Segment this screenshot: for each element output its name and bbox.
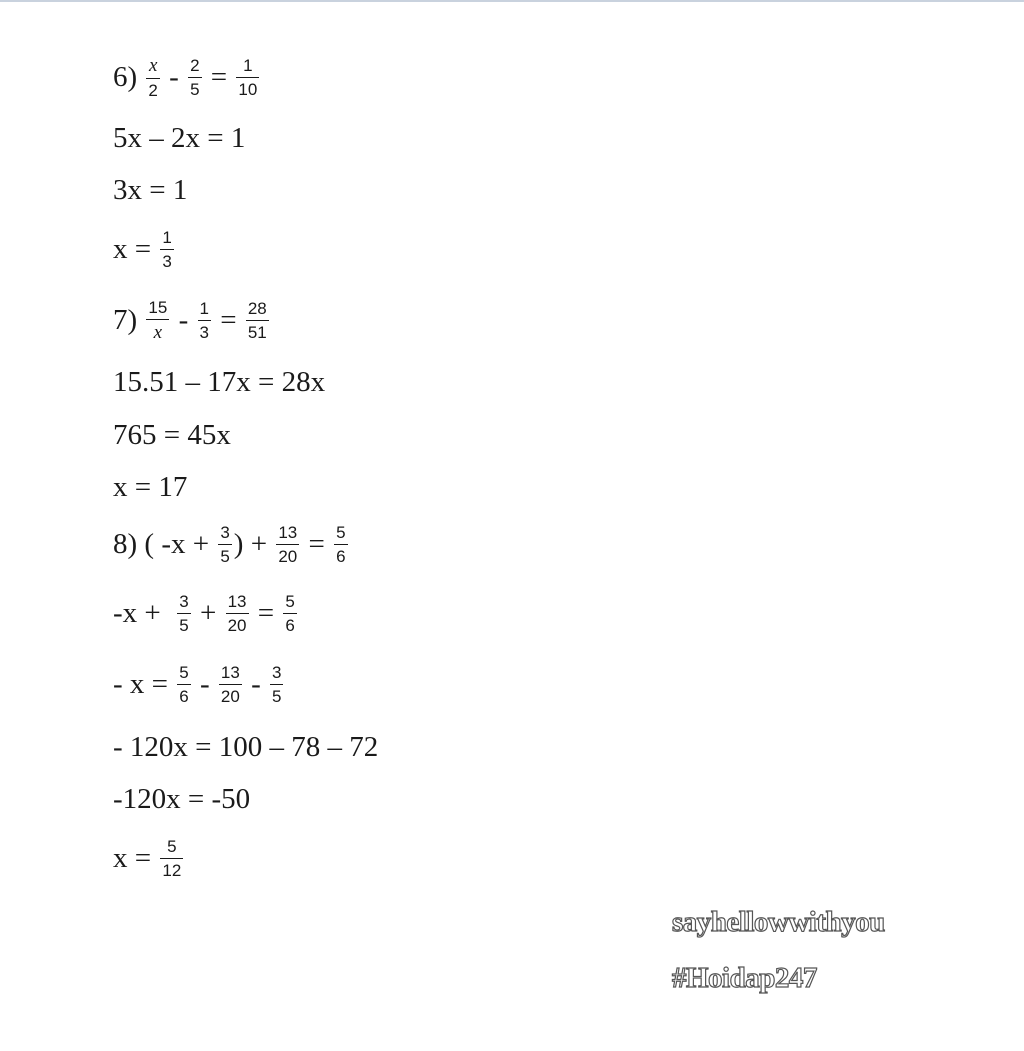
fraction-numerator: 13 bbox=[227, 592, 247, 611]
fraction-denominator: 51 bbox=[247, 323, 267, 342]
fraction-numerator: x bbox=[148, 55, 158, 76]
equation-line bbox=[113, 473, 187, 502]
equation-text: 15.51 – 17x = 28x bbox=[113, 366, 326, 398]
fraction bbox=[226, 593, 249, 634]
equation-line bbox=[113, 176, 187, 205]
equation-line bbox=[113, 368, 325, 397]
fraction-denominator: 6 bbox=[285, 616, 295, 635]
fraction-numerator: 3 bbox=[272, 663, 282, 682]
equation-text: -120x = -50 bbox=[113, 783, 251, 815]
fraction bbox=[160, 838, 183, 879]
fraction bbox=[219, 664, 242, 705]
fraction-numerator: 15 bbox=[148, 298, 168, 317]
equation-text: = bbox=[250, 597, 282, 629]
equation-line bbox=[113, 421, 231, 450]
equation-line bbox=[113, 785, 250, 814]
fraction bbox=[246, 300, 269, 341]
fraction-denominator: 6 bbox=[336, 547, 346, 566]
fraction bbox=[276, 524, 299, 565]
fraction-denominator: 20 bbox=[278, 547, 298, 566]
fraction-numerator: 3 bbox=[220, 523, 230, 542]
equation-line bbox=[113, 299, 271, 342]
fraction bbox=[198, 300, 211, 341]
fraction bbox=[146, 56, 159, 99]
equation-line bbox=[113, 838, 185, 879]
equation-text: - bbox=[171, 304, 196, 336]
equation-text: - 120x = 100 – 78 – 72 bbox=[113, 731, 379, 763]
fraction-numerator: 5 bbox=[179, 663, 189, 682]
fraction bbox=[177, 593, 190, 634]
equation-text: = bbox=[212, 304, 244, 336]
fraction-denominator: 3 bbox=[162, 252, 172, 271]
fraction-denominator: 10 bbox=[238, 80, 258, 99]
fraction-numerator: 5 bbox=[285, 592, 295, 611]
fraction bbox=[283, 593, 296, 634]
fraction-denominator: x bbox=[153, 322, 163, 343]
fraction-numerator: 2 bbox=[190, 56, 200, 75]
equation-text: - bbox=[161, 61, 187, 93]
equation-line bbox=[113, 524, 350, 565]
fraction-numerator: 13 bbox=[278, 523, 298, 542]
fraction-denominator: 2 bbox=[148, 81, 158, 100]
fraction-numerator: 1 bbox=[199, 299, 209, 318]
equation-text: + bbox=[192, 597, 224, 629]
watermark-username: sayhellowwithyou bbox=[672, 906, 885, 938]
fraction bbox=[236, 57, 259, 98]
fraction-numerator: 28 bbox=[247, 299, 267, 318]
equation-line bbox=[113, 124, 245, 153]
fraction bbox=[188, 57, 201, 98]
fraction-numerator: 5 bbox=[167, 837, 177, 856]
equation-text: 5x – 2x = 1 bbox=[113, 122, 246, 154]
fraction bbox=[218, 524, 231, 565]
equation-text: 7) bbox=[113, 304, 145, 336]
fraction-numerator: 1 bbox=[243, 56, 253, 75]
equation-text: x = bbox=[113, 842, 159, 874]
fraction-denominator: 6 bbox=[179, 687, 189, 706]
fraction-numerator: 13 bbox=[220, 663, 240, 682]
equation-text: 3x = 1 bbox=[113, 174, 188, 206]
fraction-numerator: 5 bbox=[336, 523, 346, 542]
fraction-numerator: 3 bbox=[179, 592, 189, 611]
watermark-hashtag: #Hoidap247 bbox=[672, 962, 817, 994]
equation-text: = bbox=[301, 528, 333, 560]
equation-text: x = 17 bbox=[113, 471, 188, 503]
fraction-denominator: 5 bbox=[220, 547, 230, 566]
equation-text: x = bbox=[113, 233, 159, 265]
fraction-denominator: 5 bbox=[179, 616, 189, 635]
fraction-denominator: 5 bbox=[272, 687, 282, 706]
equation-text: - x = bbox=[113, 668, 176, 700]
fraction-denominator: 20 bbox=[227, 616, 247, 635]
equation-text: -x + bbox=[113, 597, 176, 629]
equation-line bbox=[113, 664, 285, 705]
equation-text: ) + bbox=[233, 528, 275, 560]
fraction bbox=[177, 664, 190, 705]
fraction bbox=[334, 524, 347, 565]
fraction-numerator: 1 bbox=[162, 228, 172, 247]
equation-text: = bbox=[203, 61, 235, 93]
fraction bbox=[146, 299, 169, 342]
equation-text: - bbox=[192, 668, 217, 700]
equation-line bbox=[113, 56, 261, 99]
equation-line bbox=[113, 229, 176, 270]
fraction-denominator: 3 bbox=[199, 323, 209, 342]
equation-line bbox=[113, 593, 299, 634]
equation-text: 8) ( -x + bbox=[113, 528, 217, 560]
fraction-denominator: 12 bbox=[162, 861, 182, 880]
fraction-denominator: 20 bbox=[220, 687, 240, 706]
equation-text: 6) bbox=[113, 61, 145, 93]
equation-text: - bbox=[243, 668, 268, 700]
fraction-denominator: 5 bbox=[190, 80, 200, 99]
fraction bbox=[160, 229, 173, 270]
equation-text: 765 = 45x bbox=[113, 419, 231, 451]
fraction bbox=[270, 664, 283, 705]
top-border bbox=[0, 0, 1024, 2]
equation-line bbox=[113, 733, 378, 762]
